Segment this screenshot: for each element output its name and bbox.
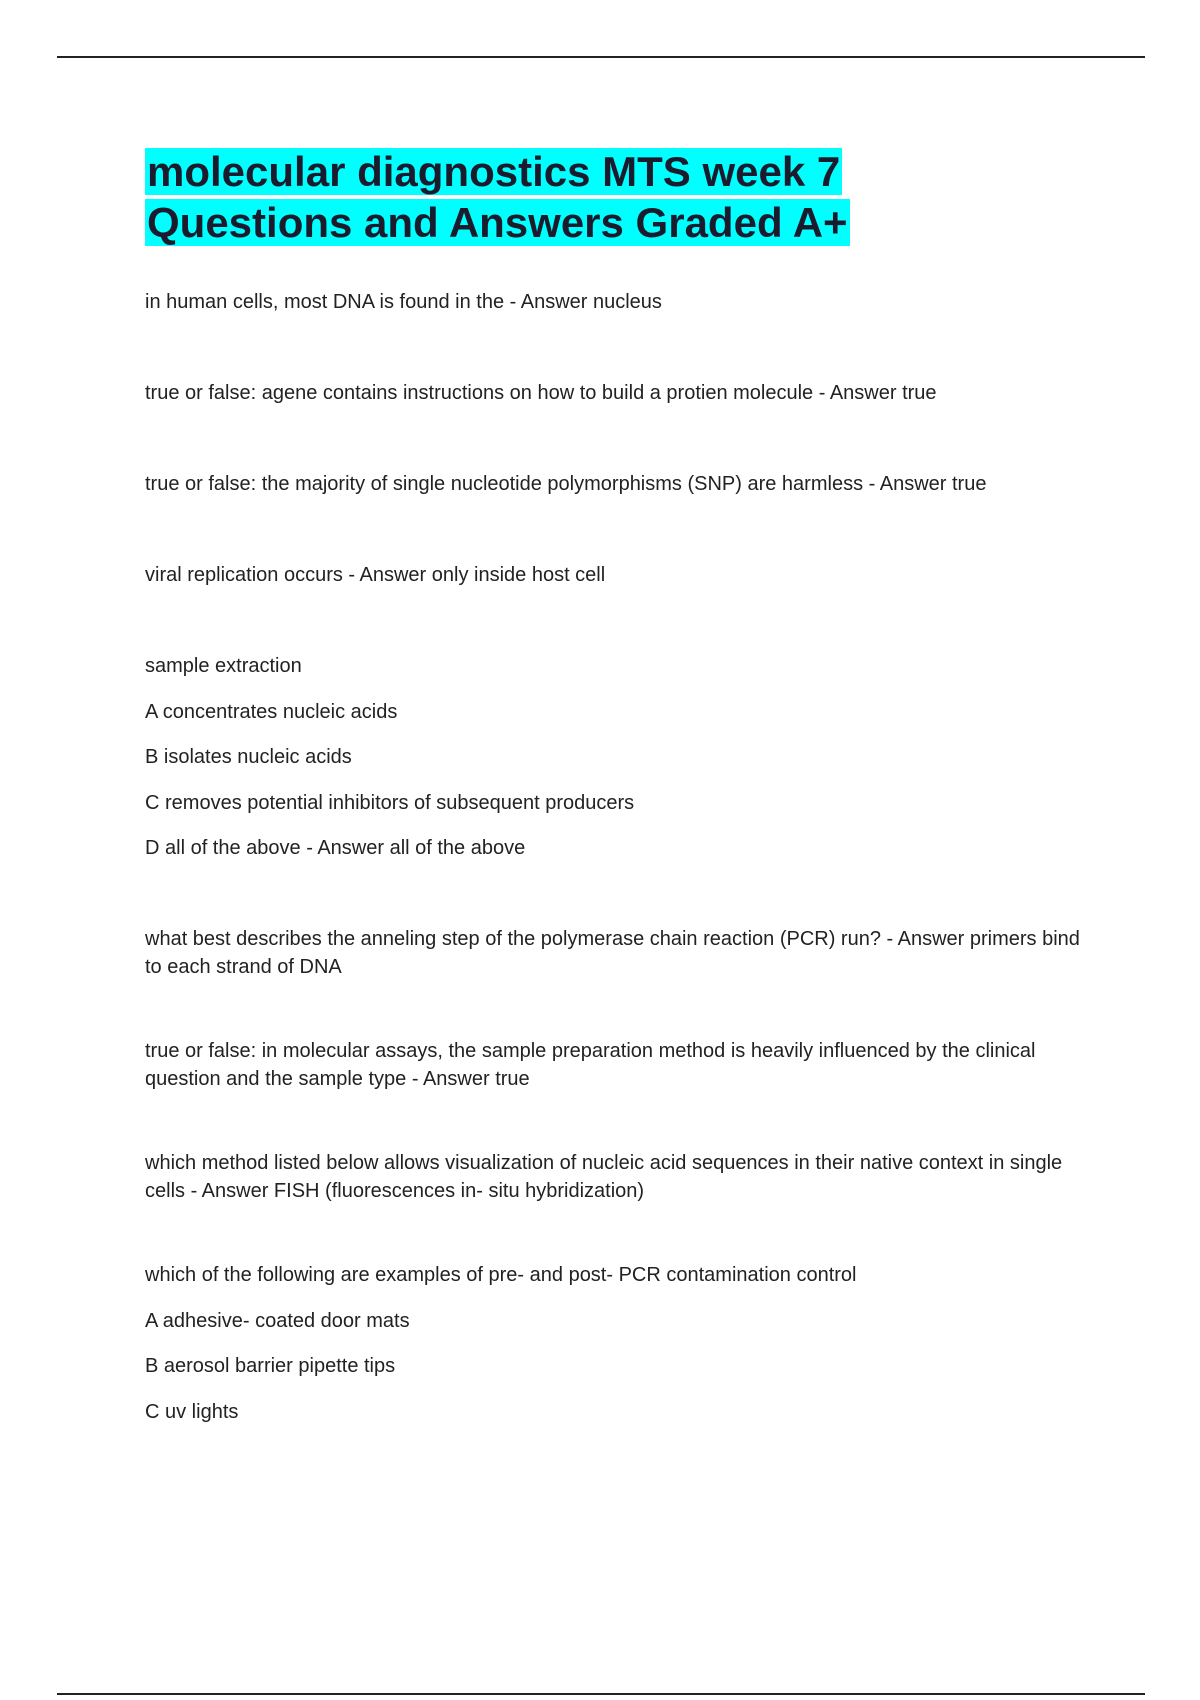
option-b-pipette-tips: B aerosol barrier pipette tips bbox=[145, 1355, 396, 1377]
footer-rule bbox=[57, 1693, 1145, 1695]
qa-item-pcr-annealing: what best describes the anneling step of the polymerase chain reaction (PCR) run? - Answer primers bind to each strand of DNA bbox=[145, 928, 1080, 978]
option-d-answer: D all of the above - Answer all of the above bbox=[145, 837, 526, 859]
option-a-door-mats: A adhesive- coated door mats bbox=[145, 1310, 410, 1332]
qa-item-1: in human cells, most DNA is found in the - Answer nucleus bbox=[145, 291, 662, 313]
qa-item-sample-prep: true or false: in molecular assays, the sample preparation method is heavily influenced by the clinical question and the sample type - Answer true bbox=[145, 1040, 1036, 1090]
document-body bbox=[145, 146, 1095, 1426]
qa-item-3: true or false: the majority of single nucleotide polymorphisms (SNP) are harmless - Answer true bbox=[145, 473, 987, 495]
qa-item-fish: which method listed below allows visualization of nucleic acid sequences in their native context in single cells - Answer FISH (fluorescences in- situ hybridization) bbox=[145, 1152, 1063, 1202]
option-c-uv-lights: C uv lights bbox=[145, 1401, 239, 1423]
question-sample-extraction: sample extraction bbox=[145, 655, 302, 677]
document-title bbox=[145, 146, 1095, 248]
title-line-1: molecular diagnostics MTS week 7 bbox=[147, 148, 841, 195]
title-line-2: Questions and Answers Graded A+ bbox=[147, 199, 848, 246]
qa-item-2: true or false: agene contains instructions on how to build a protien molecule - Answer true bbox=[145, 382, 937, 404]
option-a: A concentrates nucleic acids bbox=[145, 701, 398, 723]
qa-item-4: viral replication occurs - Answer only inside host cell bbox=[145, 564, 606, 586]
header-rule bbox=[57, 56, 1145, 58]
question-contamination-control: which of the following are examples of pre- and post- PCR contamination control bbox=[145, 1264, 857, 1286]
option-c: C removes potential inhibitors of subsequent producers bbox=[145, 792, 635, 814]
option-b: B isolates nucleic acids bbox=[145, 746, 352, 768]
